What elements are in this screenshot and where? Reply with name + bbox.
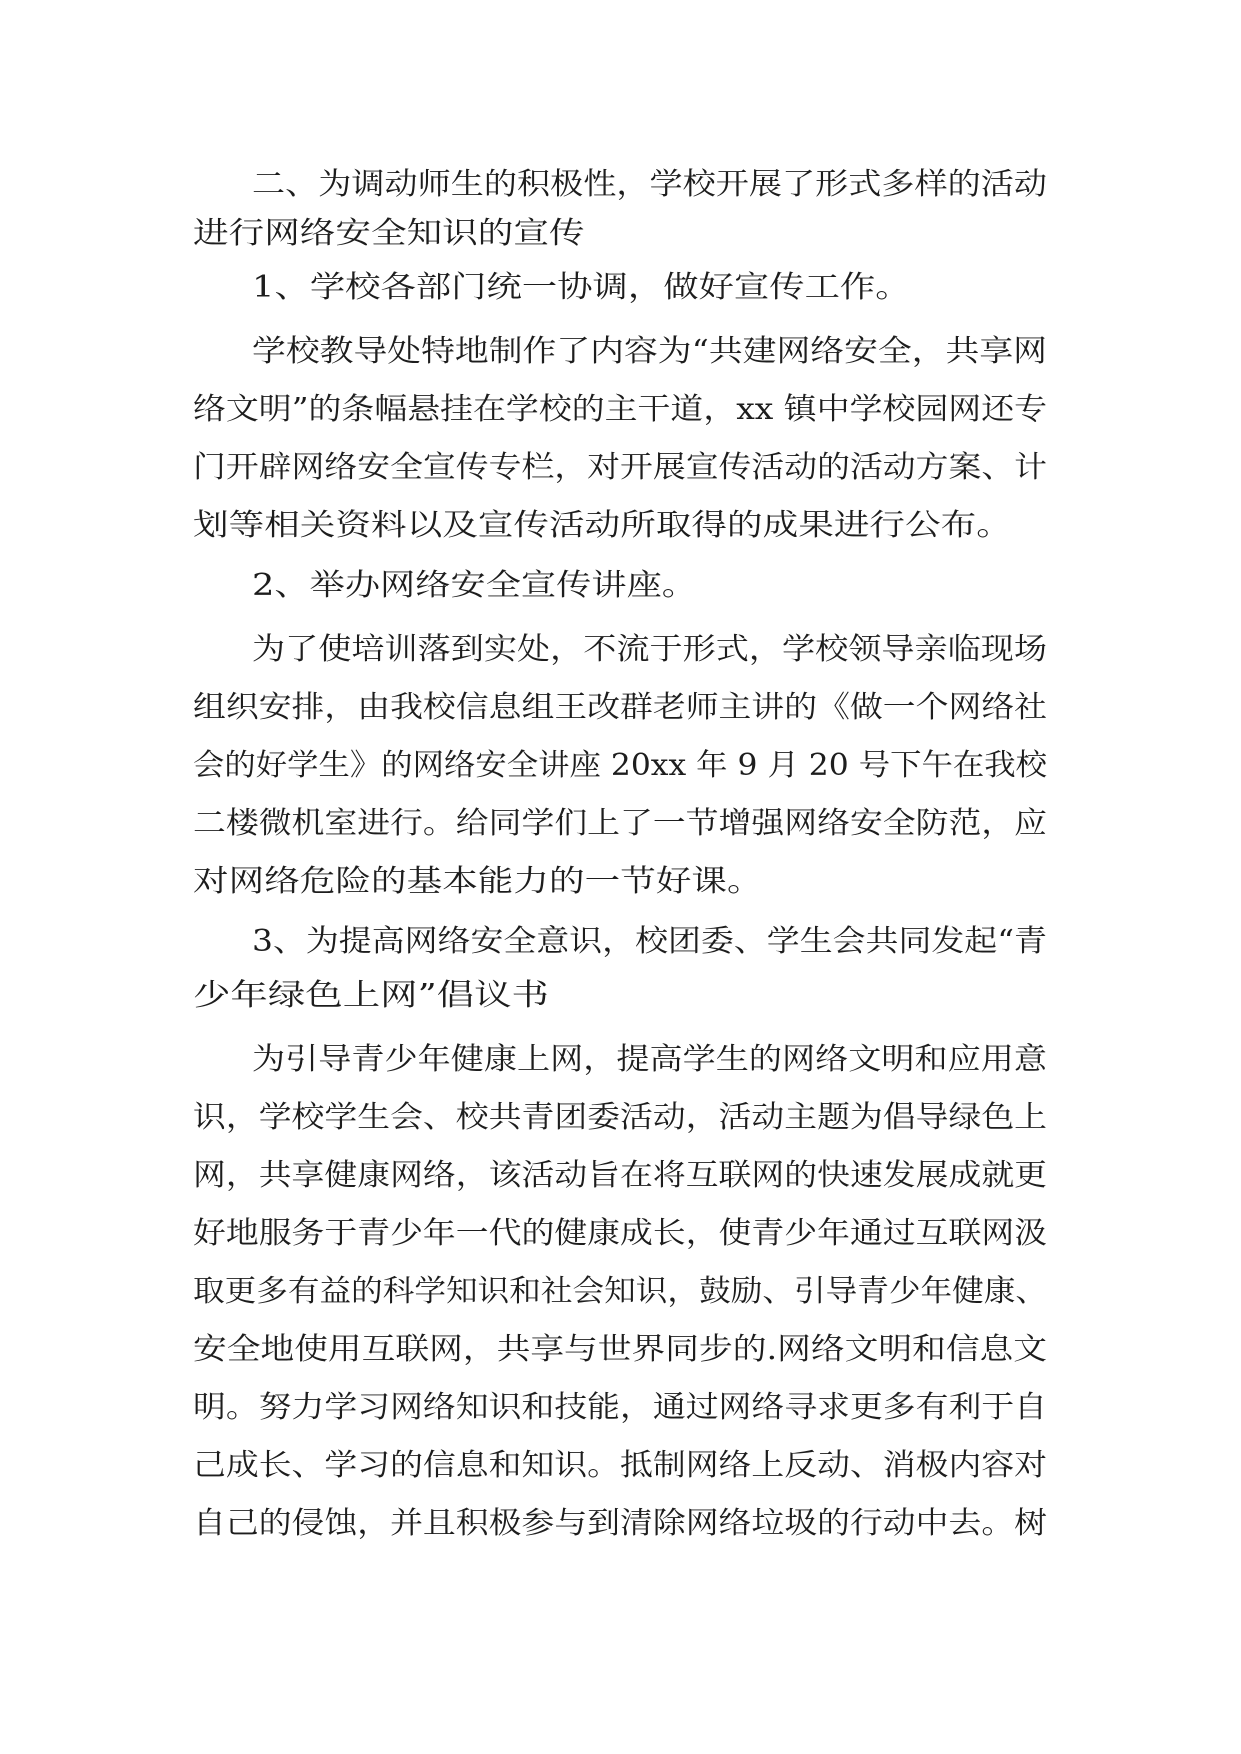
document-line-text: 2、举办网络安全宣传讲座。 [252, 568, 698, 603]
document-line-text: 为引导青少年健康上网，提高学生的网络文明和应用意 [252, 1042, 1048, 1077]
document-line-text: 识，学校学生会、校共青团委活动，活动主题为倡导绿色上 [193, 1100, 1048, 1135]
document-line-text: 1、学校各部门统一协调，做好宣传工作。 [252, 270, 911, 305]
document-line-text: 3、为提高网络安全意识，校团委、学生会共同发起“青 [252, 924, 1047, 959]
document-line-text: 己成长、学习的信息和知识。抵制网络上反动、消极内容对 [193, 1448, 1048, 1483]
document-line-text: 安全地使用互联网，共享与世界同步的.网络文明和信息文 [193, 1332, 1048, 1367]
document-line-text: 取更多有益的科学知识和社会知识，鼓励、引导青少年健康、 [193, 1274, 1047, 1309]
document-line-text: 少年绿色上网”倡议书 [193, 978, 549, 1013]
document-line-text: 好地服务于青少年一代的健康成长，使青少年通过互联网汲 [193, 1216, 1048, 1251]
document-line-text: 二楼微机室进行。给同学们上了一节增强网络安全防范，应 [193, 806, 1048, 841]
document-line-text: 划等相关资料以及宣传活动所取得的成果进行公布。 [193, 508, 1012, 543]
document-line-text: 明。努力学习网络知识和技能，通过网络寻求更多有利于自 [193, 1390, 1048, 1425]
document-line-text: 对网络危险的基本能力的一节好课。 [193, 864, 763, 899]
document-line-text: 进行网络安全知识的宣传 [193, 216, 585, 251]
document-line-text: 门开辟网络安全宣传专栏，对开展宣传活动的活动方案、计 [193, 450, 1048, 485]
document-line-text: 二、为调动师生的积极性，学校开展了形式多样的活动 [252, 167, 1048, 202]
document-line-text: 网，共享健康网络，该活动旨在将互联网的快速发展成就更 [193, 1158, 1048, 1193]
document-line-text: 学校教导处特地制作了内容为“共建网络安全，共享网 [252, 334, 1047, 369]
document-line-text: 络文明”的条幅悬挂在学校的主干道，xx 镇中学校园网还专 [193, 392, 1048, 427]
document-line-text: 会的好学生》的网络安全讲座 20xx 年 9 月 20 号下午在我校 [193, 748, 1047, 783]
document-line-text: 自己的侵蚀，并且积极参与到清除网络垃圾的行动中去。树 [193, 1506, 1048, 1541]
document-line-text: 组织安排，由我校信息组王改群老师主讲的《做一个网络社 [193, 690, 1048, 725]
document-line-text: 为了使培训落到实处，不流于形式，学校领导亲临现场 [252, 632, 1048, 667]
